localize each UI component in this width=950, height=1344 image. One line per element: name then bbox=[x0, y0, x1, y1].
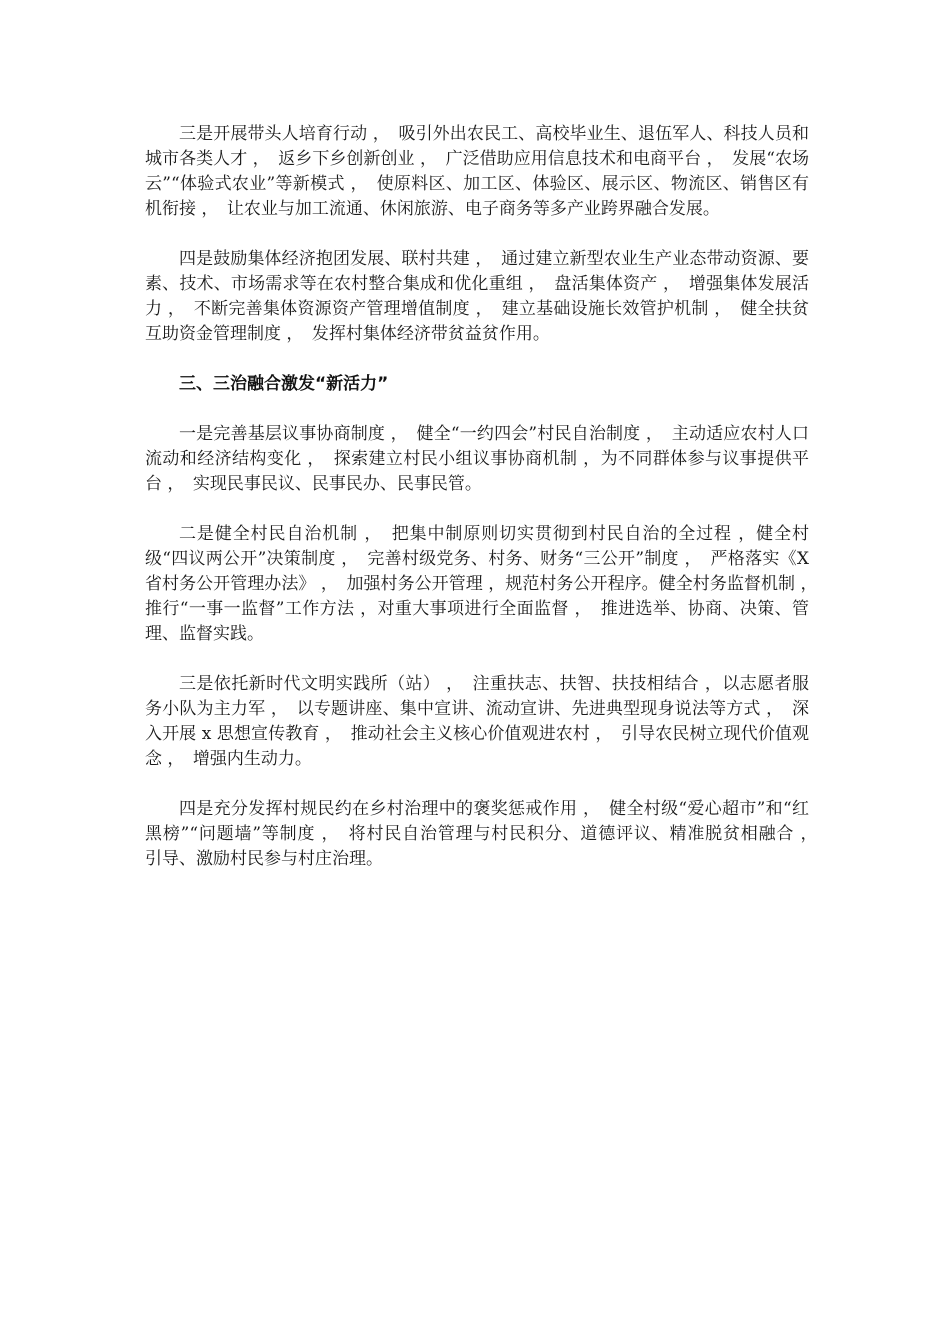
paragraph-collective-economy: 四是鼓励集体经济抱团发展、联村共建 ， 通过建立新型农业生产业态带动资源、要素、技术、市场需求等在农村整合集成和优化重组 ， 盘活集体资产 ， 增强集体发展活力 ， 不断完善集体资源资产管理增值制度 ， 建立基础设施长效管护机制 ， 健全扶贫互助资金管理制度 ， 发挥村集体经济带贫益贫作用。 bbox=[145, 249, 809, 344]
paragraph-self-governance: 二是健全村民自治机制 ， 把集中制原则切实贯彻到村民自治的全过程 ，健全村级“四议两公开”决策制度 ， 完善村级党务、村务、财务“三公开”制度 ， 严格落实《X 省村务公开管理办法》 ， 加强村务公开管理 ，规范村务公开程序。健全村务监督机制 ， 推行“一事一监督”工作方法 ，对重大事项进行全面监督 ， 推进选举、协商、决策、管理、监督实践。 bbox=[145, 524, 826, 644]
section-heading: 三、三治融合激发“新活力” bbox=[179, 374, 389, 394]
paragraph-village-rules: 四是充分发挥村规民约在乡村治理中的褒奖惩戒作用 ， 健全村级“爱心超市”和“红黑榜”“问题墙”等制度 ， 将村民自治管理与村民积分、道德评议、精准脱贫相融合 ， 引导、激励村民参与村庄治理。 bbox=[145, 799, 826, 869]
paragraph-leader-training: 三是开展带头人培育行动 ， 吸引外出农民工、高校毕业生、退伍军人、科技人员和城市各类人才 ， 返乡下乡创新创业 ， 广泛借助应用信息技术和电商平台 ， 发展“农场云”“体验式农业”等新模式 ， 使原料区、加工区、体验区、展示区、物流区、销售区有机衔接 ， 让农业与加工流通、休闲旅游、电子商务等多产业跨界融合发展。 bbox=[145, 124, 809, 219]
document-page bbox=[145, 122, 826, 897]
paragraph-civilization-practice: 三是依托新时代文明实践所（站） ， 注重扶志、扶智、扶技相结合 ，以志愿者服务小队为主力军 ， 以专题讲座、集中宣讲、流动宣讲、先进典型现身说法等方式 ， 深入开展 x 思想宣传教育 ， 推动社会主义核心价值观进农村 ， 引导农民树立现代价值观念 ， 增强内生动力。 bbox=[145, 674, 809, 769]
paragraph-consultation-system: 一是完善基层议事协商制度 ， 健全“一约四会”村民自治制度 ， 主动适应农村人口流动和经济结构变化 ， 探索建立村民小组议事协商机制 ，为不同群体参与议事提供平台 ， 实现民事民议、民事民办、民事民管。 bbox=[145, 424, 809, 494]
